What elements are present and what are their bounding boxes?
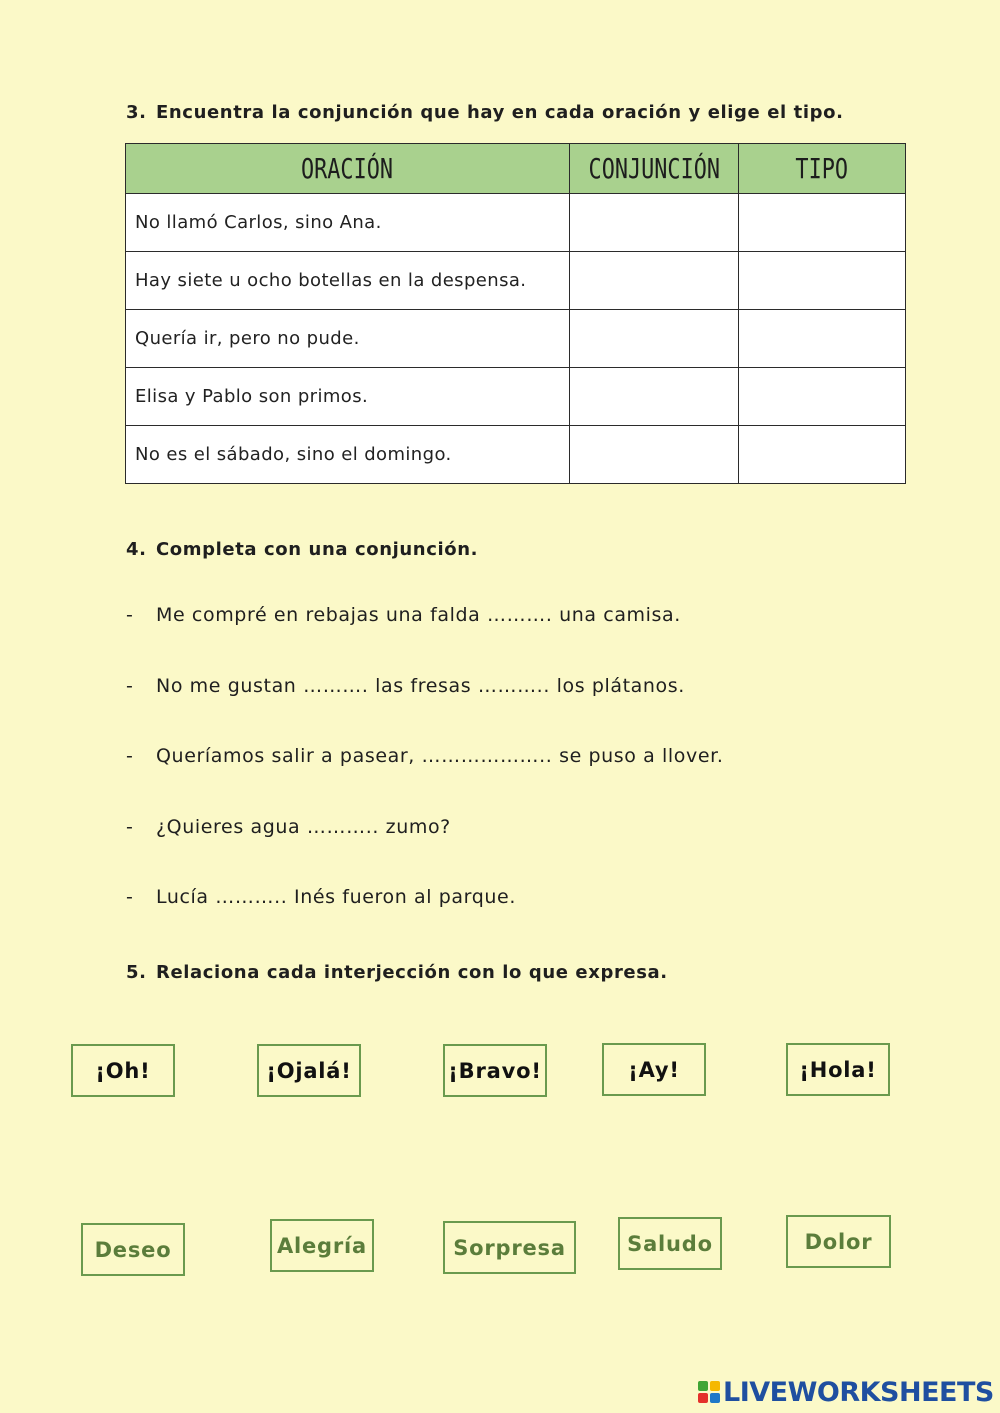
sentence-cell: Hay siete u ocho botellas en la despensa. — [126, 252, 570, 310]
sentence-cell: No llamó Carlos, sino Ana. — [126, 194, 570, 252]
table-header-row — [126, 144, 906, 194]
fill-in-sentence[interactable]: No me gustan ………. las fresas ……….. los plátanos. — [156, 674, 685, 697]
meaning-box-deseo[interactable]: Deseo — [81, 1223, 185, 1276]
bullet-dash: - — [126, 604, 134, 626]
list-item — [126, 604, 723, 675]
conjuncion-input[interactable] — [570, 368, 738, 425]
fill-in-sentence[interactable]: Lucía ……….. Inés fueron al parque. — [156, 886, 516, 908]
meaning-box-saludo[interactable]: Saludo — [618, 1217, 722, 1270]
conjuncion-input[interactable] — [570, 194, 738, 251]
fill-in-sentence[interactable]: ¿Quieres agua ……….. zumo? — [156, 815, 451, 838]
fill-in-sentence[interactable]: Queríamos salir a pasear, ……………….. se puso a llover. — [156, 745, 724, 767]
table-row — [126, 252, 906, 310]
conjunction-table — [125, 143, 906, 484]
conjuncion-cell[interactable] — [570, 426, 739, 484]
section-3-title: Encuentra la conjunción que hay en cada oración y elige el tipo. — [156, 102, 844, 123]
tipo-cell[interactable] — [739, 252, 906, 310]
conjuncion-cell[interactable] — [570, 252, 739, 310]
fill-in-sentence-list — [126, 604, 723, 957]
section-5-title: Relaciona cada interjección con lo que expresa. — [156, 962, 668, 983]
section-4-number: 4. — [126, 539, 147, 560]
tipo-cell[interactable] — [739, 310, 906, 368]
meaning-box-dolor[interactable]: Dolor — [786, 1215, 891, 1268]
interjection-box-bravo[interactable]: ¡Bravo! — [443, 1044, 547, 1097]
conjuncion-input[interactable] — [570, 252, 738, 309]
conjuncion-cell[interactable] — [570, 368, 739, 426]
tipo-input[interactable] — [739, 194, 905, 251]
bullet-dash: - — [126, 815, 134, 838]
tipo-input[interactable] — [739, 368, 905, 425]
header-tipo: TIPO — [739, 144, 906, 194]
conjuncion-cell[interactable] — [570, 194, 739, 252]
conjuncion-input[interactable] — [570, 426, 738, 483]
table-row — [126, 368, 906, 426]
liveworksheets-logo-text: LIVEWORKSHEETS — [723, 1376, 994, 1408]
section-4-heading — [126, 539, 478, 560]
tipo-cell[interactable] — [739, 426, 906, 484]
section-3-number: 3. — [126, 102, 147, 123]
sentence-cell: Elisa y Pablo son primos. — [126, 368, 570, 426]
meaning-box-sorpresa[interactable]: Sorpresa — [443, 1221, 576, 1274]
liveworksheets-logo[interactable] — [698, 1376, 994, 1408]
interjection-box-ojala[interactable]: ¡Ojalá! — [257, 1044, 361, 1097]
conjuncion-input[interactable] — [570, 310, 738, 367]
interjection-box-ay[interactable]: ¡Ay! — [602, 1043, 706, 1096]
tipo-cell[interactable] — [739, 194, 906, 252]
header-conjuncion: CONJUNCIÓN — [570, 144, 739, 194]
bullet-dash: - — [126, 886, 134, 908]
table-row — [126, 426, 906, 484]
sentence-cell: No es el sábado, sino el domingo. — [126, 426, 570, 484]
meaning-box-alegria[interactable]: Alegría — [270, 1219, 374, 1272]
interjection-box-oh[interactable]: ¡Oh! — [71, 1044, 175, 1097]
table-row — [126, 194, 906, 252]
conjuncion-cell[interactable] — [570, 310, 739, 368]
section-4-title: Completa con una conjunción. — [156, 539, 479, 560]
liveworksheets-logo-icon — [698, 1381, 720, 1403]
bullet-dash: - — [126, 674, 134, 697]
section-5-heading — [126, 962, 668, 983]
list-item — [126, 886, 723, 957]
list-item — [126, 675, 723, 746]
tipo-input[interactable] — [739, 426, 905, 483]
fill-in-sentence[interactable]: Me compré en rebajas una falda ………. una camisa. — [156, 604, 681, 626]
list-item — [126, 816, 723, 887]
tipo-input[interactable] — [739, 310, 905, 367]
tipo-input[interactable] — [739, 252, 905, 309]
bullet-dash: - — [126, 745, 134, 767]
interjection-box-hola[interactable]: ¡Hola! — [786, 1043, 890, 1096]
table-row — [126, 310, 906, 368]
section-5-number: 5. — [126, 962, 147, 983]
list-item — [126, 745, 723, 816]
header-oracion: ORACIÓN — [126, 144, 570, 194]
section-3-heading — [126, 102, 844, 123]
sentence-cell: Quería ir, pero no pude. — [126, 310, 570, 368]
tipo-cell[interactable] — [739, 368, 906, 426]
